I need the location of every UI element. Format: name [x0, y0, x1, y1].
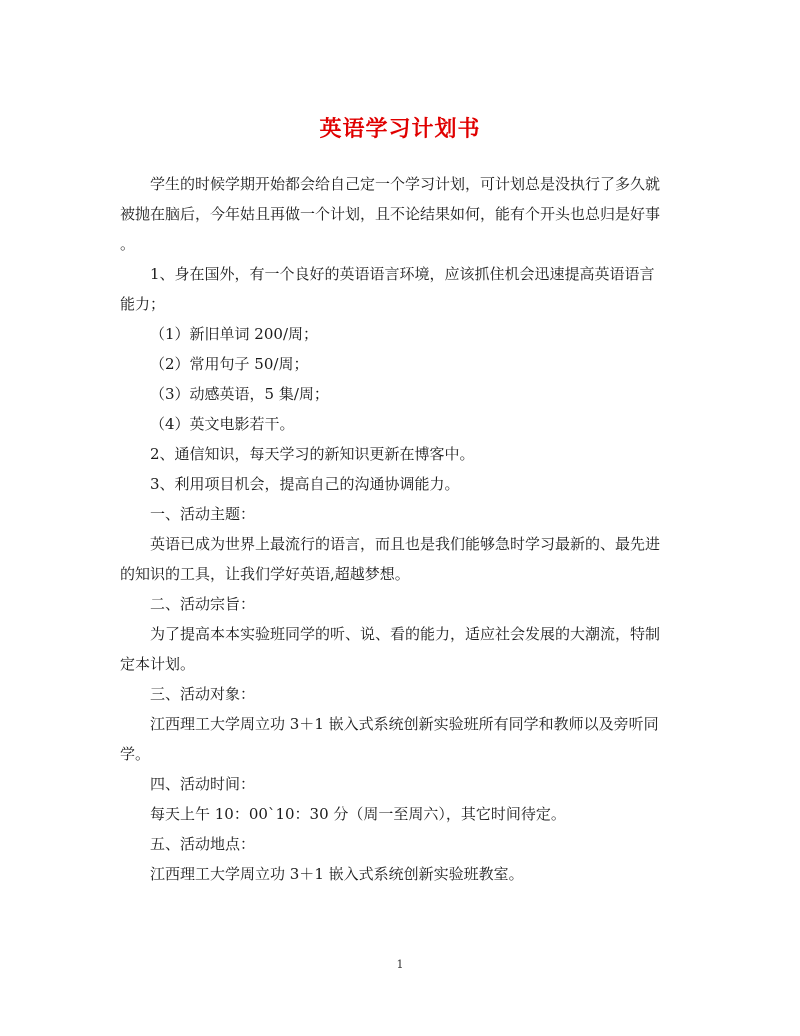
- paragraph-line: 学生的时候学期开始都会给自己定一个学习计划，可计划总是没执行了多久就: [150, 175, 661, 193]
- paragraph-line: 的知识的工具，让我们学好英语,超越梦想。: [120, 565, 410, 583]
- paragraph-line: 3、利用项目机会，提高自己的沟通协调能力。: [150, 475, 460, 493]
- section-heading: 四、活动时间：: [150, 775, 256, 793]
- document-title: 英语学习计划书: [319, 117, 481, 142]
- paragraph-line: 能力；: [120, 295, 166, 313]
- paragraph-line: 江西理工大学周立功 3＋1 嵌入式系统创新实验班所有同学和教师以及旁听同: [150, 715, 659, 733]
- paragraph-line: 英语已成为世界上最流行的语言，而且也是我们能够急时学习最新的、最先进: [150, 535, 661, 553]
- paragraph-line: 被抛在脑后，今年姑且再做一个计划，且不论结果如何，能有个开头也总归是好事: [120, 205, 661, 223]
- page-number: 1: [396, 958, 404, 971]
- list-item: （1）新旧单词 200/周；: [150, 325, 318, 343]
- section-heading: 五、活动地点：: [150, 835, 256, 853]
- paragraph-line: 1、身在国外，有一个良好的英语语言环境，应该抓住机会迅速提高英语语言: [150, 265, 655, 283]
- document-body: [120, 170, 686, 890]
- paragraph-line: 定本计划。: [120, 655, 196, 673]
- paragraph-line: 每天上午 10：00`10：30 分（周一至周六），其它时间待定。: [150, 805, 566, 823]
- paragraph-line: 学。: [120, 745, 151, 763]
- list-item: （2）常用句子 50/周；: [150, 355, 309, 373]
- paragraph-line: 2、通信知识，每天学习的新知识更新在博客中。: [150, 445, 475, 463]
- section-heading: 一、活动主题：: [150, 505, 256, 523]
- section-heading: 二、活动宗旨：: [150, 595, 256, 613]
- list-item: （3）动感英语，5 集/周；: [150, 385, 329, 403]
- section-heading: 三、活动对象：: [150, 685, 256, 703]
- paragraph-line: 江西理工大学周立功 3＋1 嵌入式系统创新实验班教室。: [150, 865, 524, 883]
- paragraph-line: 为了提高本本实验班同学的听、说、看的能力，适应社会发展的大潮流，特制: [150, 625, 661, 643]
- paragraph-line: 。: [120, 235, 136, 253]
- list-item: （4）英文电影若干。: [150, 415, 295, 433]
